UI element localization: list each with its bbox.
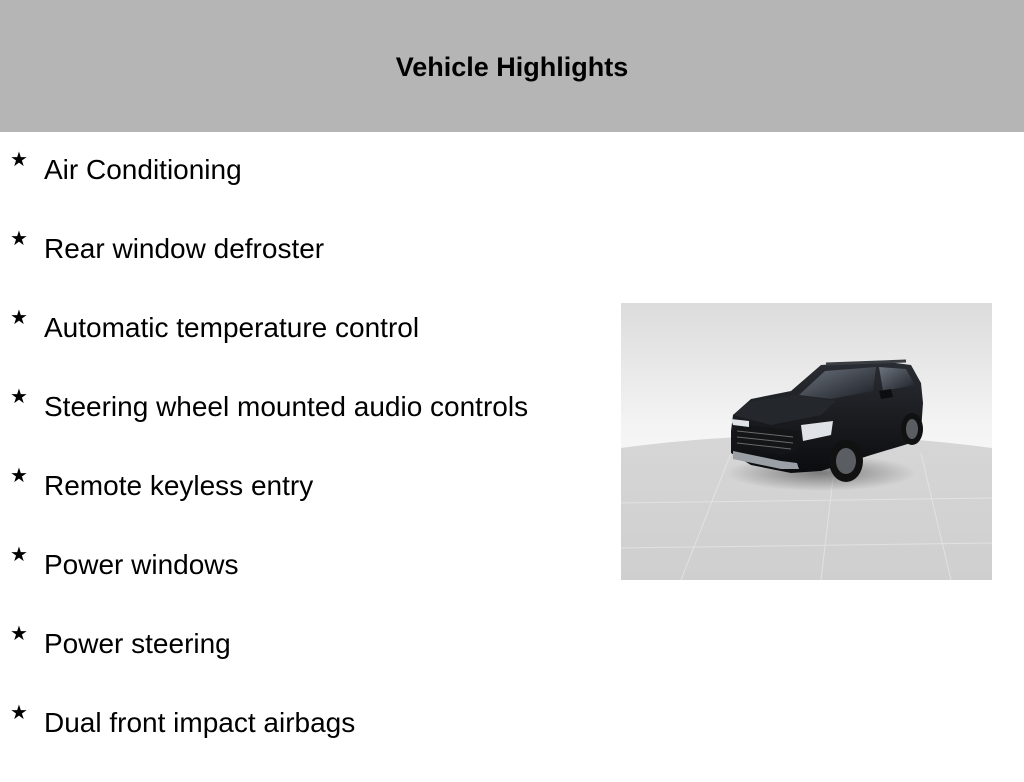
star-icon: ★ [10, 147, 28, 171]
list-item [10, 226, 528, 308]
list-item [10, 621, 528, 703]
star-icon: ★ [10, 542, 28, 566]
highlights-header [0, 0, 1024, 132]
page-title: Vehicle Highlights [395, 51, 629, 82]
list-item [10, 384, 529, 466]
star-icon: ★ [10, 384, 28, 408]
list-item [10, 700, 528, 782]
feature-label: Remote keyless entry [44, 470, 314, 501]
vehicle-photo [621, 303, 992, 580]
feature-label: Power windows [44, 549, 239, 580]
feature-label: Air Conditioning [44, 154, 242, 185]
feature-label: Automatic temperature control [44, 312, 420, 343]
list-item [10, 147, 528, 229]
feature-label: Steering wheel mounted audio controls [44, 391, 529, 422]
feature-list [10, 147, 529, 782]
list-item [10, 305, 528, 387]
star-icon: ★ [10, 463, 28, 487]
vehicle-photo-image [621, 303, 992, 580]
list-item [10, 463, 528, 545]
star-icon: ★ [10, 226, 28, 250]
star-icon: ★ [10, 621, 28, 645]
feature-label: Power steering [44, 628, 231, 659]
star-icon: ★ [10, 305, 28, 329]
feature-label: Dual front impact airbags [44, 707, 356, 738]
feature-label: Rear window defroster [44, 233, 325, 264]
list-item [10, 542, 528, 624]
star-icon: ★ [10, 700, 28, 724]
